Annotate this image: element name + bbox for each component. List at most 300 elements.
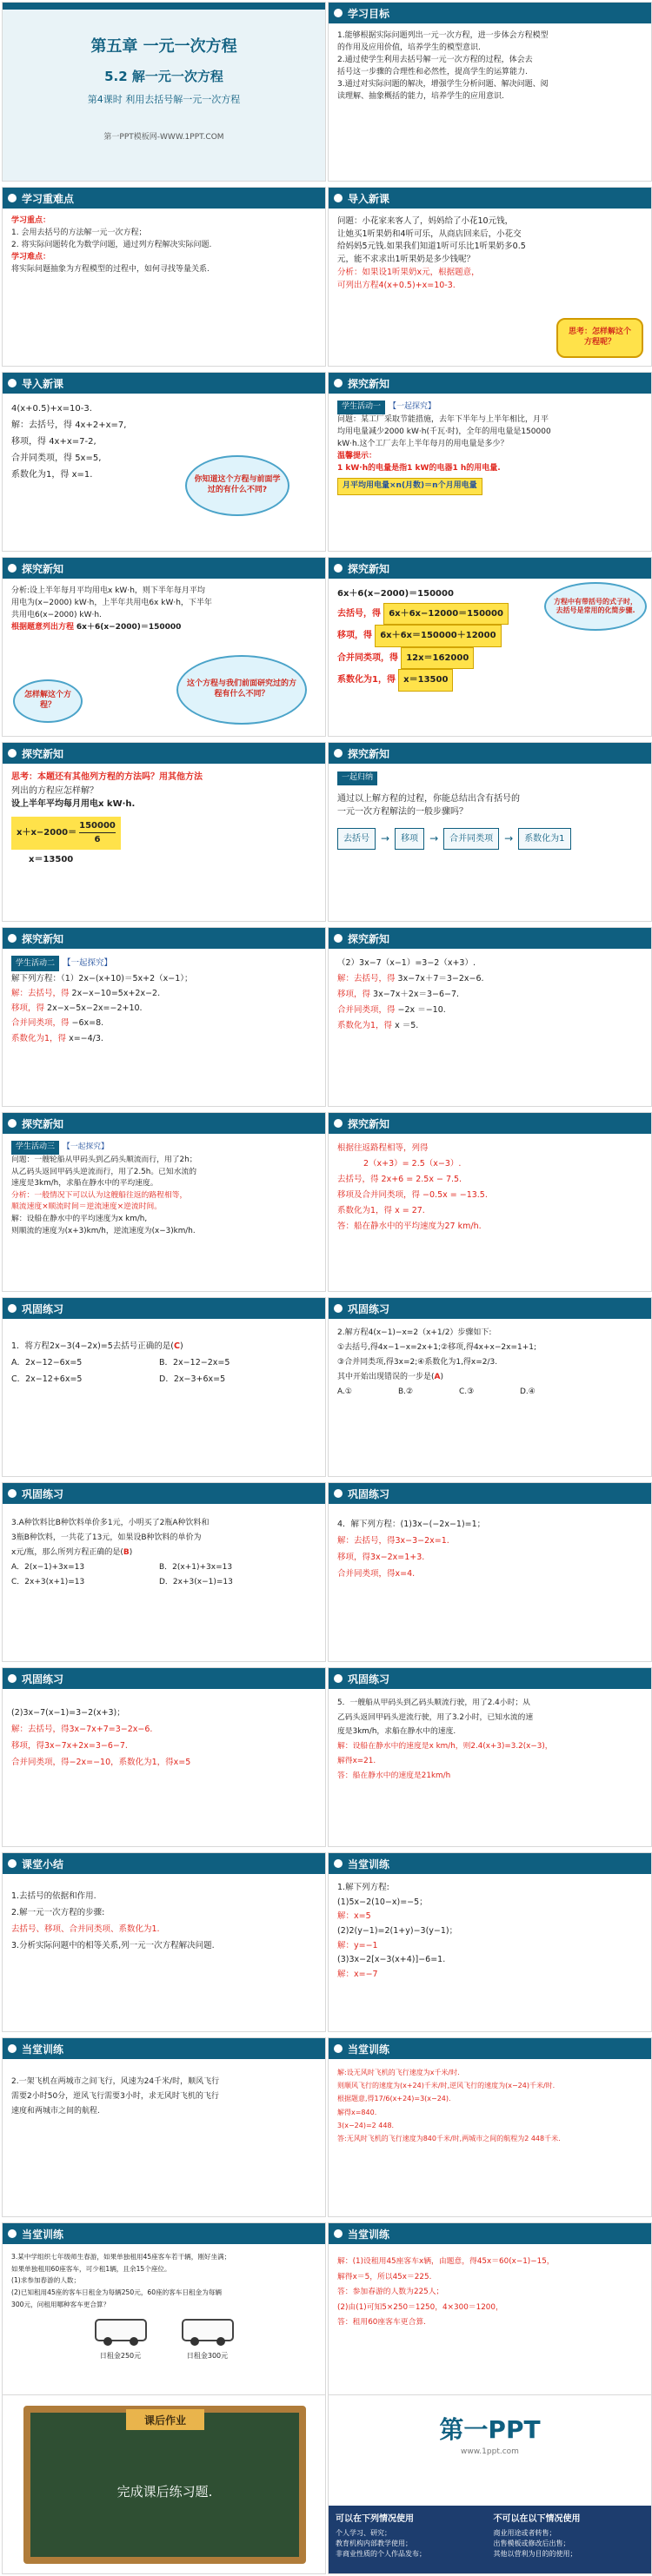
slide-title-text: 学习目标	[348, 7, 390, 20]
analysis-line: 分析：如果设1听果奶x元，根据题意，	[337, 267, 480, 277]
question-text: 1．将方程2x−3(4−2x)=5去括号正确的是(	[11, 1341, 175, 1351]
slide-training-2-solution	[328, 2037, 652, 2217]
bullet-icon	[8, 934, 17, 943]
bullet-icon	[334, 379, 343, 387]
slide-header	[3, 188, 325, 209]
chapter-title: 第五章 一元一次方程	[90, 37, 237, 56]
hard-point: 将实际问题抽象为方程模型的过程中，如何寻找等量关系.	[11, 264, 210, 274]
allowed-col	[336, 2513, 487, 2566]
bus-caption: 日租金250元	[99, 2352, 142, 2361]
problem-line: 元，能不求求出1听果奶是多少钱呢？	[337, 255, 476, 265]
equation-intro: 根据往返路程相等，列得	[337, 1143, 429, 1153]
goal-line: 读理解、抽象概括的能力，培养学生的应用意识.	[337, 91, 504, 101]
slide-title-text: 巩固练习	[348, 1672, 390, 1685]
solution-line: 解：(1)设租用45座客车x辆，由题意，得45x＝60(x−1)−15，	[337, 2257, 555, 2266]
step-label: 合并同类项，得	[337, 1005, 396, 1016]
goal-line: 2.通过使学生利用去括号解一元一次方程的过程，体会去	[337, 55, 533, 64]
question-line: 一元一次方程解法的一般步骤吗？	[337, 807, 468, 818]
analysis-line: 顺流速度×顺流时间＝逆流速度×逆流时间。	[11, 1202, 163, 1212]
equation-line: 可列出方程4(x+0.5)+x=10-3.	[337, 280, 456, 290]
step-value: −0.5x = −13.5.	[422, 1190, 488, 1201]
slide-title-text: 当堂训练	[22, 2228, 64, 2241]
slide-activity-three	[2, 1112, 326, 1292]
slide-header	[3, 1298, 325, 1319]
slide-practice-2	[328, 1297, 652, 1477]
slide-class-summary	[2, 1852, 326, 2032]
slide-title-text: 巩固练习	[348, 1487, 390, 1500]
step-box: 移项	[395, 828, 424, 851]
option-c: C．2x−12+6x=5	[11, 1374, 83, 1384]
analysis-line: 分析：一般情况下可以认为这艘船往返的路程相等，	[11, 1190, 188, 1200]
activity-tag: 学生活动二	[11, 956, 59, 971]
activity-suffix: 【一起探究】	[63, 958, 113, 968]
bullet-icon	[334, 194, 343, 202]
question-line: 解下列方程：（1）2x−(x+10)＝5x+2（x−1）；	[11, 974, 193, 984]
arrow-right-icon: →	[381, 832, 390, 845]
slide-learning-goals	[328, 2, 652, 182]
step-label: 系数化为1，得	[337, 1206, 393, 1216]
slide-title-text: 当堂训练	[348, 1858, 390, 1871]
step-value: 3x−7x＋2x＝3−6−7.	[373, 990, 460, 1000]
title-band	[3, 3, 325, 10]
solution-line: 则顺流的速度为(x+3)km/h，逆流速度为(x−3)km/h.	[11, 1226, 196, 1235]
answer-line: 答：租用60座客车更合算.	[337, 2318, 426, 2328]
problem-line: 2.一架飞机在两城市之间飞行，风速为24千米/时，顺风飞行	[11, 2077, 220, 2086]
slide-activity-two	[2, 927, 326, 1107]
problem-line: 乙码头返回甲码头逆流行驶，用了3.2小时，已知水流的速	[337, 1712, 534, 1722]
step-value: 2x+6 = 2.5x − 7.5.	[381, 1175, 462, 1185]
activity-tag: 学生活动三	[11, 1141, 59, 1155]
step-label: 系数化为1，得	[337, 675, 396, 685]
analysis-line: 用电为(x−2000) kW·h，上半年共用电6x kW·h，下半年	[11, 598, 212, 607]
slide-header	[329, 1853, 651, 1874]
bullet-icon	[8, 1304, 17, 1313]
bullet-icon	[8, 379, 17, 387]
lesson-title: 第4课时 利用去括号解一元一次方程	[87, 94, 241, 105]
solution-line: 解得x=840.	[337, 2108, 377, 2116]
question-text: 2.解方程4(x−1)−x=2（x+1/2）步骤如下:	[337, 1328, 492, 1337]
answer-line: 解：y=−1	[337, 1940, 378, 1950]
problem-line: 如果单独租用60座客车，可少租1辆，且余15个座位。	[11, 2264, 171, 2273]
slide-title-text: 探究新知	[22, 562, 64, 575]
slide-header	[329, 1113, 651, 1134]
summary-line: 2.解一元一次方程的步骤:	[11, 1908, 105, 1917]
bullet-icon	[8, 1674, 17, 1683]
question-text: 其中开始出现错误的一步是(	[337, 1373, 435, 1382]
bullet-icon	[8, 2044, 17, 2053]
option-a: A．2x−12−6x=5	[11, 1358, 83, 1367]
option-a: A.①	[337, 1387, 352, 1397]
slide-activity-two-b	[328, 927, 652, 1107]
goal-line: 3.通过对实际问题的解决，增强学生分析问题、解决问题、阅	[337, 79, 549, 89]
think-line: 列出的方程应怎样解？	[11, 785, 98, 796]
slide-title-text: 巩固练习	[348, 1302, 390, 1315]
step-value: x ＝5.	[395, 1021, 419, 1031]
disallowed-title: 不可以在以下情况使用	[493, 2514, 581, 2524]
problem-line: 速度是3km/h，求船在静水中的平均速度。	[11, 1179, 158, 1189]
option-b: B．2x−12−2x=5	[159, 1358, 230, 1367]
slide-key-points	[2, 187, 326, 367]
bullet-icon	[334, 9, 343, 17]
step-box: 合并同类项	[443, 828, 499, 851]
question-bubble: 你知道这个方程与前面学过的有什么不同?	[185, 455, 289, 516]
step-box: 去括号	[337, 828, 376, 851]
bus-60	[182, 2319, 234, 2362]
eq-left: x＋x−2000＝	[17, 827, 77, 838]
solution-line: 则顺风飞行的速度为(x+24)千米/时,逆风飞行的速度为(x−24)千米/时.	[337, 2082, 556, 2090]
summary-line: 1.去括号的依据和作用.	[11, 1891, 96, 1901]
steps-flow	[337, 828, 642, 851]
slide-practice-4	[328, 1482, 652, 1662]
brand-url: www.1ppt.com	[461, 2447, 519, 2456]
step-line: ③合并同类项,得3x=2;④系数化为1,得x=2/3.	[337, 1358, 498, 1367]
slide-header	[3, 743, 325, 764]
problem-line: 问题：小花家来客人了，妈妈给了小花10元钱，	[337, 216, 514, 226]
bullet-icon	[334, 1304, 343, 1313]
activity-suffix: 【一起探究】	[389, 402, 436, 411]
step-value: x = 27.	[395, 1206, 425, 1216]
bus-illustration	[11, 2319, 316, 2362]
answer: x＝13500	[29, 854, 74, 864]
slide-activity-three-b	[328, 1112, 652, 1292]
arrow-right-icon: →	[504, 832, 514, 845]
step-label: 系数化为1，得	[11, 470, 70, 480]
set-line: 设上半年平均每月用电x kW·h.	[11, 799, 136, 809]
question-line: （2）3x−7（x−1）=3−2（x+3）.	[337, 958, 476, 968]
problem-line: 问题：一艘轮船从甲码头到乙码头顺流而行，用了2h；	[11, 1155, 197, 1164]
disallowed-item: 其他以营利为目的的使用；	[493, 2550, 577, 2558]
slide-training-2	[2, 2037, 326, 2217]
slide-header	[329, 1668, 651, 1689]
bus-icon	[95, 2319, 147, 2341]
answer-line: 解：x=5	[337, 1911, 371, 1922]
slide-practice-5	[328, 1667, 652, 1847]
hint-label: 温馨提示：	[337, 451, 377, 460]
goal-line: 括号这一步骤的合理性和必然性，提高学生的运算能力.	[337, 67, 528, 76]
slide-training-3-solution	[328, 2222, 652, 2402]
key-label: 学习重点：	[11, 216, 51, 225]
allowed-item: 个人学习、研究；	[336, 2529, 391, 2537]
slide-header	[329, 558, 651, 579]
slide-explore-analysis	[2, 557, 326, 737]
step-value: −6x=8.	[71, 1018, 104, 1029]
section-title: 5.2 解一元一次方程	[104, 69, 223, 84]
step-label: 解：去括号，得	[11, 421, 72, 430]
summary-line: 去括号、移项、合并同类项、系数化为1.	[11, 1924, 160, 1934]
problem-line: 3.某中学组织七年级师生春游，如果单独租用45座客车若干辆，刚好坐满；	[11, 2253, 231, 2261]
slide-header	[329, 3, 651, 23]
slide-header	[329, 373, 651, 394]
step-line: 移项，得3x−7x+2x=3−6−7.	[11, 1741, 128, 1751]
problem-line: (1)求参加春游的人数；	[11, 2276, 81, 2285]
slide-header	[3, 1668, 325, 1689]
key-point: 1. 会用去括号的方法解一元一次方程；	[11, 228, 147, 237]
slide-brand	[328, 2394, 652, 2574]
bullet-icon	[8, 194, 17, 202]
question-line: 通过以上解方程的过程，你能总结出含有括号的	[337, 793, 520, 804]
bullet-icon	[334, 564, 343, 573]
option-c: C．2x+3(x+1)=13	[11, 1578, 85, 1587]
bus-icon	[182, 2319, 234, 2341]
slide-intro-solution	[2, 372, 326, 552]
step-box: 系数化为1	[518, 828, 570, 851]
compare-bubble: 这个方程与我们前面研究过的方程有什么不同？	[176, 655, 307, 725]
slide-title-text: 导入新课	[348, 192, 390, 205]
hard-label: 学习难点：	[11, 252, 51, 262]
usage-panel	[329, 2506, 651, 2573]
allowed-item: 教育机构内部教学使用；	[336, 2540, 412, 2547]
slide-practice-1	[2, 1297, 326, 1477]
equation: 2（x+3）= 2.5（x−3）.	[363, 1159, 462, 1169]
step-value: x=1.	[71, 470, 93, 480]
allowed-title: 可以在下列情况使用	[336, 2514, 414, 2524]
brand-logo: 第一PPT	[439, 2415, 541, 2444]
step-value: 12x＝162000	[401, 647, 474, 670]
problem-line: kW·h.这个工厂去年上半年每月的用电量是多少？	[337, 439, 509, 448]
board-text: 完成课后练习题.	[116, 2484, 213, 2500]
option-d: D．2x+3(x−1)=13	[159, 1578, 233, 1587]
slide-title	[2, 2, 326, 182]
slide-title-text: 探究新知	[348, 747, 390, 760]
answer-line: 解：x=−7	[337, 1969, 378, 1979]
slide-header	[329, 2038, 651, 2059]
step-value: 2x−x−10=5x+2x−2.	[71, 989, 161, 999]
bullet-icon	[8, 1119, 17, 1128]
bullet-icon	[334, 2229, 343, 2238]
step-value: x=−4/3.	[69, 1033, 103, 1043]
slide-header	[329, 1483, 651, 1504]
bullet-icon	[334, 934, 343, 943]
step-label: 移项，得	[11, 1003, 45, 1014]
slide-title-text: 学习重难点	[22, 192, 75, 205]
step-line: 合并同类项，得x=4.	[337, 1569, 416, 1579]
step-value: 6x＋6x−12000＝150000	[383, 603, 509, 626]
problem-line: 3.A种饮料比B种饮料单价多1元，小明买了2瓶A种饮料和	[11, 1519, 210, 1527]
slide-title-text: 当堂训练	[22, 2043, 64, 2056]
slide-title-text: 探究新知	[348, 1117, 390, 1130]
goal-line: 的作用及应用价值，培养学生的模型意识.	[337, 43, 481, 52]
slide-header	[3, 1483, 325, 1504]
slide-homework	[2, 2394, 326, 2574]
activity-tag: 一起归纳	[337, 771, 377, 785]
problem-line: 给妈妈5元钱.如果我们知道1听可乐比1听果奶多0.5	[337, 242, 526, 252]
step-line: 移项，得3x−2x=1+3.	[337, 1553, 425, 1562]
slide-explore-problem	[328, 372, 652, 552]
step-value: 3x−7x＋7＝3−2x−6.	[397, 974, 484, 984]
answer-line: 答：参加春游的人数为225人；	[337, 2288, 444, 2297]
solution-line: 根据题意,得17/6(x+24)=3(x−24).	[337, 2095, 451, 2103]
equation: 6x＋6(x−2000)＝150000	[76, 622, 182, 632]
problem-line: 3瓶B种饮料，一共花了13元，如果设B种饮料的单价为	[11, 1533, 202, 1543]
disallowed-item: 出售模板或修改后出售；	[493, 2540, 570, 2547]
slide-title-text: 导入新课	[22, 377, 64, 390]
step-value: −2x ＝−10.	[397, 1005, 446, 1016]
question-end: )	[129, 1548, 133, 1558]
slide-title-text: 巩固练习	[22, 1302, 64, 1315]
step-value: 6x＋6x＝150000＋12000	[375, 625, 501, 647]
bullet-icon	[8, 564, 17, 573]
step-label: 合并同类项，得	[11, 1018, 70, 1029]
step-label: 解：去括号，得	[11, 989, 70, 999]
slide-title-text: 课堂小结	[22, 1858, 64, 1871]
summary-line: 3.分析实际问题中的相等关系,列一元一次方程解决问题.	[11, 1941, 215, 1950]
problem-line: 问题：某工厂采取节能措施，去年下半年与上半年相比，月平	[337, 414, 549, 424]
step-line: 解：去括号，得3x−7x+7=3−2x−6.	[11, 1725, 153, 1734]
slide-header	[3, 2038, 325, 2059]
step-value: 5x=5,	[75, 454, 102, 463]
problem-line: 5．一艘船从甲码头到乙码头顺流行驶，用了2.4小时；从	[337, 1699, 530, 1707]
option-d: D．2x−3+6x=5	[159, 1374, 226, 1384]
bus-45	[95, 2319, 147, 2362]
bullet-icon	[334, 2044, 343, 2053]
slide-header	[329, 1298, 651, 1319]
slide-explore-solution	[328, 557, 652, 737]
step-label: 解：去括号，得	[337, 974, 396, 984]
bullet-icon	[334, 1489, 343, 1498]
solution-line: (2)由(1)可知5×250＝1250，4×300＝1200，	[337, 2302, 503, 2312]
step-label: 移项，得	[337, 631, 372, 640]
bullet-icon	[334, 1674, 343, 1683]
equation-label: 根据题意列出方程	[11, 622, 75, 632]
fraction-den: 6	[94, 835, 101, 844]
step-label: 去括号，得	[337, 608, 381, 619]
problem-line: x元/瓶，那么所列方程正确的是(	[11, 1548, 123, 1558]
slide-header	[3, 558, 325, 579]
answer-mark: A	[434, 1373, 441, 1382]
problem-line: (2)已知租用45座的客车日租金为每辆250元，60座的客车日租金为每辆	[11, 2288, 223, 2296]
equation-line: (1)5x−2(10−x)=−5；	[337, 1897, 428, 1907]
slide-practice-4b	[2, 1667, 326, 1847]
problem-line: 从乙码头返回甲码头逆流而行，用了2.5h。已知水流的	[11, 1167, 197, 1176]
step-line: 解：去括号，得3x−3−2x=1.	[337, 1536, 449, 1546]
slide-title-text: 探究新知	[22, 932, 64, 945]
equation-line: (3)3x−2[x−3(x+4)]−6=1.	[337, 1955, 446, 1965]
solution-line: 解:设无风时飞机的飞行速度为x千米/时.	[337, 2069, 460, 2076]
step-value: 4x+x=7-2,	[49, 437, 96, 447]
hint-text: 1 kW·h的电量是指1 kW的电器1 h的用电量.	[337, 463, 501, 473]
activity-tag: 学生活动一	[337, 401, 385, 414]
solution-line: 解得x＝5，所以45x＝225.	[337, 2272, 432, 2281]
option-d: D.④	[520, 1387, 536, 1397]
board-header: 课后作业	[126, 2409, 204, 2430]
slide-header	[3, 373, 325, 394]
question-text: 4．解下列方程：(1)3x−(−2x−1)=1；	[337, 1520, 486, 1529]
bullet-icon	[8, 2229, 17, 2238]
option-b: B.②	[398, 1387, 414, 1397]
bullet-icon	[334, 1859, 343, 1868]
slide-header	[3, 928, 325, 949]
equation: 6x＋6(x−2000)＝150000	[337, 589, 454, 599]
allowed-item: 非商业性质的个人作品发布；	[336, 2550, 426, 2558]
bullet-icon	[334, 749, 343, 758]
answer-mark: C	[174, 1341, 180, 1351]
bullet-icon	[334, 1119, 343, 1128]
step-label: 合并同类项，得	[337, 652, 398, 663]
question-text: (2)3x−7(x−1)=3−2(x+3)；	[11, 1708, 125, 1718]
step-line: 合并同类项，得−2x=−10，系数化为1，得x=5	[11, 1758, 191, 1767]
step-label: 系数化为1，得	[11, 1033, 67, 1043]
slide-intro-problem	[328, 187, 652, 367]
question-end: )	[180, 1341, 183, 1351]
chalkboard	[23, 2406, 306, 2564]
equation-line: (2)2(y−1)=2(1+y)−3(y−1)；	[337, 1925, 458, 1936]
bullet-icon	[8, 749, 17, 758]
step-label: 去括号，得	[337, 1175, 379, 1185]
slide-training-1	[328, 1852, 652, 2032]
option-c: C.③	[459, 1387, 475, 1397]
answer-line: 答：船在静水中的速度是21km/h	[337, 1771, 451, 1780]
slide-title-text: 巩固练习	[22, 1487, 64, 1500]
fraction-num: 150000	[79, 819, 116, 834]
bus-caption: 日租金300元	[186, 2352, 229, 2361]
slide-header	[3, 2223, 325, 2244]
step-value: 2x−x−5x−2x=−2+10.	[47, 1003, 143, 1014]
analysis-line: 分析:设上半年每月平均用电x kW·h，则下半年每月平均	[11, 586, 205, 595]
disallowed-col	[494, 2513, 645, 2566]
equation-line: 4(x+0.5)+x=10-3.	[11, 404, 92, 414]
problem-line: 速度和两城市之间的航程.	[11, 2107, 100, 2116]
slide-header	[329, 743, 651, 764]
answer-line: 答:无风时飞机的飞行速度为840千米/时,两城市之间的航程为2 448千米.	[337, 2134, 561, 2142]
solution-line: 解：设船在静水中的平均速度为x km/h,	[11, 1215, 148, 1224]
slide-title-text: 探究新知	[22, 747, 64, 760]
activity-suffix: 【一起探究】	[63, 1142, 109, 1151]
solution-line: 解得x=21.	[337, 1756, 376, 1765]
problem-line: 度是3km/h，求船在静水中的速度.	[337, 1727, 456, 1737]
alt-equation-box	[11, 817, 121, 850]
option-a: A．2(x−1)+3x=13	[11, 1563, 85, 1573]
slide-summary-steps	[328, 742, 652, 922]
slide-header	[3, 1853, 325, 1874]
slide-title-text: 探究新知	[22, 1117, 64, 1130]
slide-title-text: 探究新知	[348, 377, 390, 390]
arrow-right-icon: →	[429, 832, 439, 845]
site-label: 第一PPT模板网-WWW.1PPT.COM	[103, 133, 224, 142]
slide-practice-3	[2, 1482, 326, 1662]
step-value: 4x+2+x=7,	[75, 421, 127, 430]
step-label: 系数化为1，得	[337, 1021, 393, 1031]
step-label: 合并同类项，得	[11, 454, 72, 463]
solution-line: 3(x−24)=2 448.	[337, 2121, 395, 2129]
bullet-icon	[8, 1489, 17, 1498]
slide-training-3	[2, 2222, 326, 2402]
solution-line: 解：设船在静水中的速度是x km/h，则2.4(x+3)=3.2(x−3)，	[337, 1742, 553, 1752]
analysis-line: 共用电6(x−2000) kW·h.	[11, 610, 102, 619]
answer-mark: B	[123, 1548, 130, 1558]
slide-title-text: 当堂训练	[348, 2043, 390, 2056]
slide-explore-alt	[2, 742, 326, 922]
slide-title-text: 当堂训练	[348, 2228, 390, 2241]
tip-bubble: 方程中有带括号的式子时，去括号是常用的化简步骤.	[544, 582, 647, 631]
step-line: ①去括号,得4x−1−x=2x+1;②移项,得4x+x−2x=1+1;	[337, 1343, 537, 1353]
question-end: )	[440, 1373, 443, 1382]
step-label: 移项，得	[337, 990, 371, 1000]
slide-title-text: 探究新知	[348, 932, 390, 945]
question-text: 1.解下列方程:	[337, 1883, 389, 1892]
slide-header	[329, 928, 651, 949]
problem-line: 300元，问租用哪种客车更合算？	[11, 2300, 110, 2308]
disallowed-item: 商业用途或者转售；	[493, 2529, 556, 2537]
step-label: 移项，得	[11, 437, 46, 447]
bullet-icon	[8, 1859, 17, 1868]
formula-box: 月平均用电量×n(月数)＝n个月用电量	[337, 478, 482, 495]
answer-line: 答：船在静水中的平均速度为27 km/h.	[337, 1222, 482, 1232]
slide-title-text: 探究新知	[348, 562, 390, 575]
slide-header	[329, 188, 651, 209]
slide-title-text: 巩固练习	[22, 1672, 64, 1685]
key-point: 2. 将实际问题转化为数学问题，通过列方程解决实际问题.	[11, 240, 212, 249]
problem-line: 需要2小时50分，逆风飞行需要3小时，求无风时飞机的飞行	[11, 2092, 219, 2102]
